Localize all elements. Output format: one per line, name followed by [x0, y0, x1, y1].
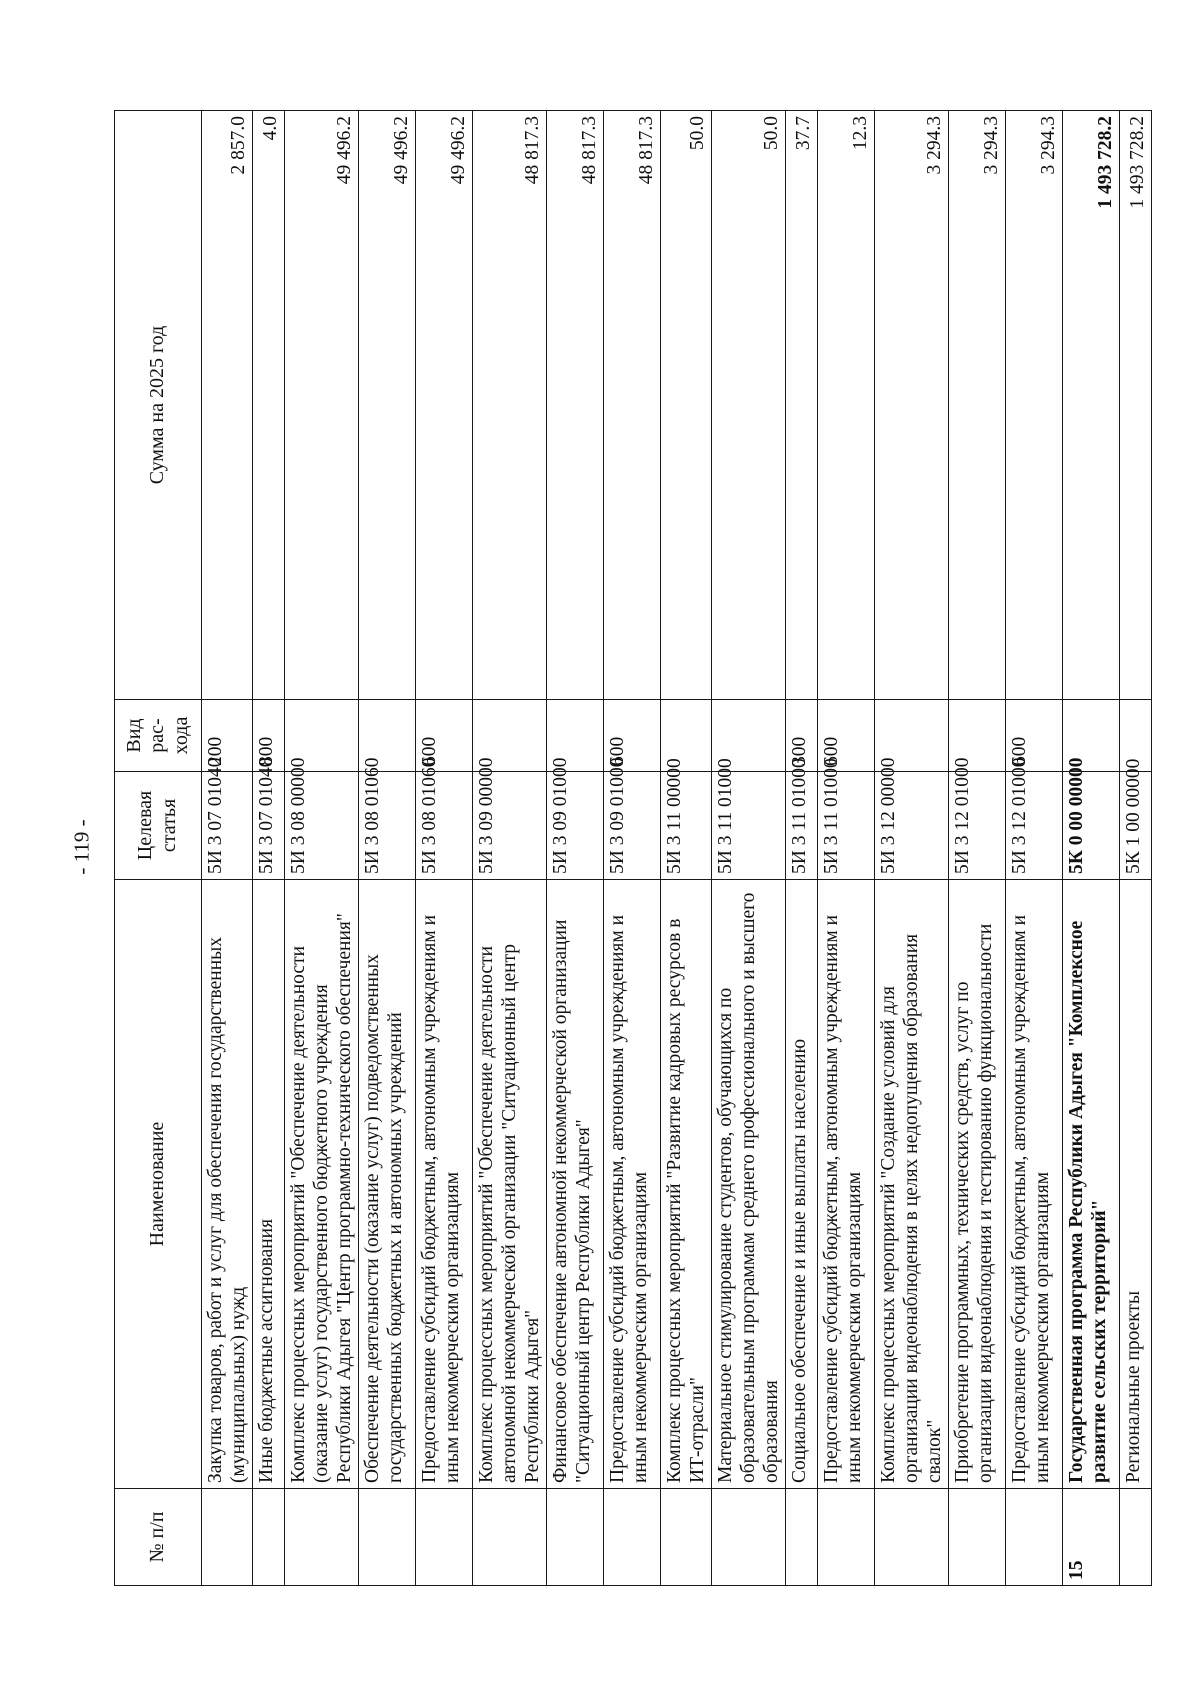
cell-sum: 1 493 728.2: [1120, 111, 1152, 700]
cell-sum: 50.0: [712, 111, 786, 700]
cell-kind: 300: [786, 700, 818, 772]
cell-no: [416, 1489, 473, 1586]
cell-target: 5И 3 08 00000: [285, 772, 359, 880]
table-row: [416, 111, 473, 1586]
cell-sum: 49 496.2: [416, 111, 473, 700]
cell-no: [202, 1489, 253, 1586]
cell-kind: 600: [818, 700, 875, 772]
table-row: [604, 111, 661, 1586]
header-sum: Сумма на 2025 год: [115, 111, 202, 700]
cell-no: [547, 1489, 604, 1586]
table-row: [1120, 111, 1152, 1586]
cell-sum: 3 294.3: [949, 111, 1006, 700]
cell-name: Закупка товаров, работ и услуг для обеспечения государственных (муниципальных) нужд: [202, 880, 253, 1489]
cell-target: 5И 3 12 01000: [949, 772, 1006, 880]
cell-target: 5И 3 11 00000: [661, 772, 712, 880]
cell-target: 5И 3 11 01000: [786, 772, 818, 880]
cell-kind: 600: [416, 700, 473, 772]
cell-name: Комплекс процессных мероприятий "Создание условий для организации видеонаблюдения в целях недопущения образования свалок": [875, 880, 949, 1489]
cell-no: [786, 1489, 818, 1586]
table-row: [661, 111, 712, 1586]
cell-no: [949, 1489, 1006, 1586]
cell-sum: 3 294.3: [1006, 111, 1063, 700]
cell-name: Обеспечение деятельности (оказание услуг) подведомственных государственных бюджетных и автономных учреждений: [359, 880, 416, 1489]
header-target: Целевая статья: [115, 772, 202, 880]
cell-target: 5И 3 09 00000: [473, 772, 547, 880]
table-row: [547, 111, 604, 1586]
cell-sum: 2 857.0: [202, 111, 253, 700]
cell-sum: 3 294.3: [875, 111, 949, 700]
cell-no: [285, 1489, 359, 1586]
cell-kind: 600: [604, 700, 661, 772]
cell-sum: 48 817.3: [473, 111, 547, 700]
cell-name: Приобретение программных, технических средств, услуг по организации видеонаблюдения и тестированию функциональности: [949, 880, 1006, 1489]
cell-name: Комплекс процессных мероприятий "Обеспечение деятельности (оказание услуг) государственного бюджетного учреждения Республики Адыгея "Центр программно-технического обеспечения": [285, 880, 359, 1489]
table-row: [253, 111, 285, 1586]
cell-sum: 4.0: [253, 111, 285, 700]
cell-sum: 49 496.2: [359, 111, 416, 700]
cell-no: [253, 1489, 285, 1586]
cell-target: 5К 1 00 00000: [1120, 772, 1152, 880]
cell-no: [875, 1489, 949, 1586]
cell-sum: 48 817.3: [604, 111, 661, 700]
table-row: [875, 111, 949, 1586]
cell-sum: 1 493 728.2: [1063, 111, 1120, 700]
cell-target: 5И 3 08 01060: [359, 772, 416, 880]
table-row: [818, 111, 875, 1586]
table-row: [1006, 111, 1063, 1586]
cell-no: [1120, 1489, 1152, 1586]
cell-no: [818, 1489, 875, 1586]
table-row: [285, 111, 359, 1586]
cell-name: Предоставление субсидий бюджетным, автономным учреждениям и иным некоммерческим организациям: [604, 880, 661, 1489]
header-name: Наименование: [115, 880, 202, 1489]
cell-name: Предоставление субсидий бюджетным, автономным учреждениям и иным некоммерческим организациям: [416, 880, 473, 1489]
cell-sum: 37.7: [786, 111, 818, 700]
cell-no: [604, 1489, 661, 1586]
table-row: [1063, 111, 1120, 1586]
cell-name: Иные бюджетные ассигнования: [253, 880, 285, 1489]
cell-name: Финансовое обеспечение автономной некоммерческой организации "Ситуационный центр Республики Адыгея": [547, 880, 604, 1489]
cell-target: 5И 3 09 01000: [604, 772, 661, 880]
cell-kind: 800: [253, 700, 285, 772]
cell-target: 5И 3 07 01040: [202, 772, 253, 880]
table-header-row: [115, 111, 202, 1586]
cell-name: Предоставление субсидий бюджетным, автономным учреждениям и иным некоммерческим организациям: [1006, 880, 1063, 1489]
cell-no: [359, 1489, 416, 1586]
cell-target: 5К 0 00 00000: [1063, 772, 1120, 880]
cell-sum: 49 496.2: [285, 111, 359, 700]
cell-sum: 12.3: [818, 111, 875, 700]
cell-no: 15: [1063, 1489, 1120, 1586]
table-row: [786, 111, 818, 1586]
cell-sum: 48 817.3: [547, 111, 604, 700]
cell-name: Социальное обеспечение и иные выплаты населению: [786, 880, 818, 1489]
cell-sum: 50.0: [661, 111, 712, 700]
cell-kind: 200: [202, 700, 253, 772]
cell-target: 5И 3 07 01040: [253, 772, 285, 880]
cell-target: 5И 3 11 01000: [818, 772, 875, 880]
cell-no: [661, 1489, 712, 1586]
table-row: [473, 111, 547, 1586]
cell-name: Комплекс процессных мероприятий "Обеспечение деятельности автономной некоммерческой организации "Ситуационный центр Республики Адыгея": [473, 880, 547, 1489]
cell-kind: 600: [1006, 700, 1063, 772]
cell-no: [712, 1489, 786, 1586]
budget-table: [114, 110, 1152, 1586]
cell-target: 5И 3 11 01000: [712, 772, 786, 880]
table-row: [712, 111, 786, 1586]
cell-target: 5И 3 08 01060: [416, 772, 473, 880]
page-number: - 119 -: [69, 819, 94, 875]
table-row: [949, 111, 1006, 1586]
cell-name: Комплекс процессных мероприятий "Развитие кадровых ресурсов в ИТ-отрасли": [661, 880, 712, 1489]
cell-no: [1006, 1489, 1063, 1586]
cell-target: 5И 3 12 01000: [1006, 772, 1063, 880]
cell-name: Региональные проекты: [1120, 880, 1152, 1489]
cell-name: Предоставление субсидий бюджетным, автономным учреждениям и иным некоммерческим организациям: [818, 880, 875, 1489]
cell-name: Материальное стимулирование студентов, обучающихся по образовательным программам среднего профессионального и высшего образования: [712, 880, 786, 1489]
header-no: № п/п: [115, 1489, 202, 1586]
header-kind: Вид рас- хода: [115, 700, 202, 772]
table-row: [202, 111, 253, 1586]
table-row: [359, 111, 416, 1586]
cell-target: 5И 3 12 00000: [875, 772, 949, 880]
cell-target: 5И 3 09 01000: [547, 772, 604, 880]
cell-no: [473, 1489, 547, 1586]
cell-name: Государственная программа Республики Адыгея "Комплексное развитие сельских территорий": [1063, 880, 1120, 1489]
budget-table-frame: [114, 111, 1179, 1586]
